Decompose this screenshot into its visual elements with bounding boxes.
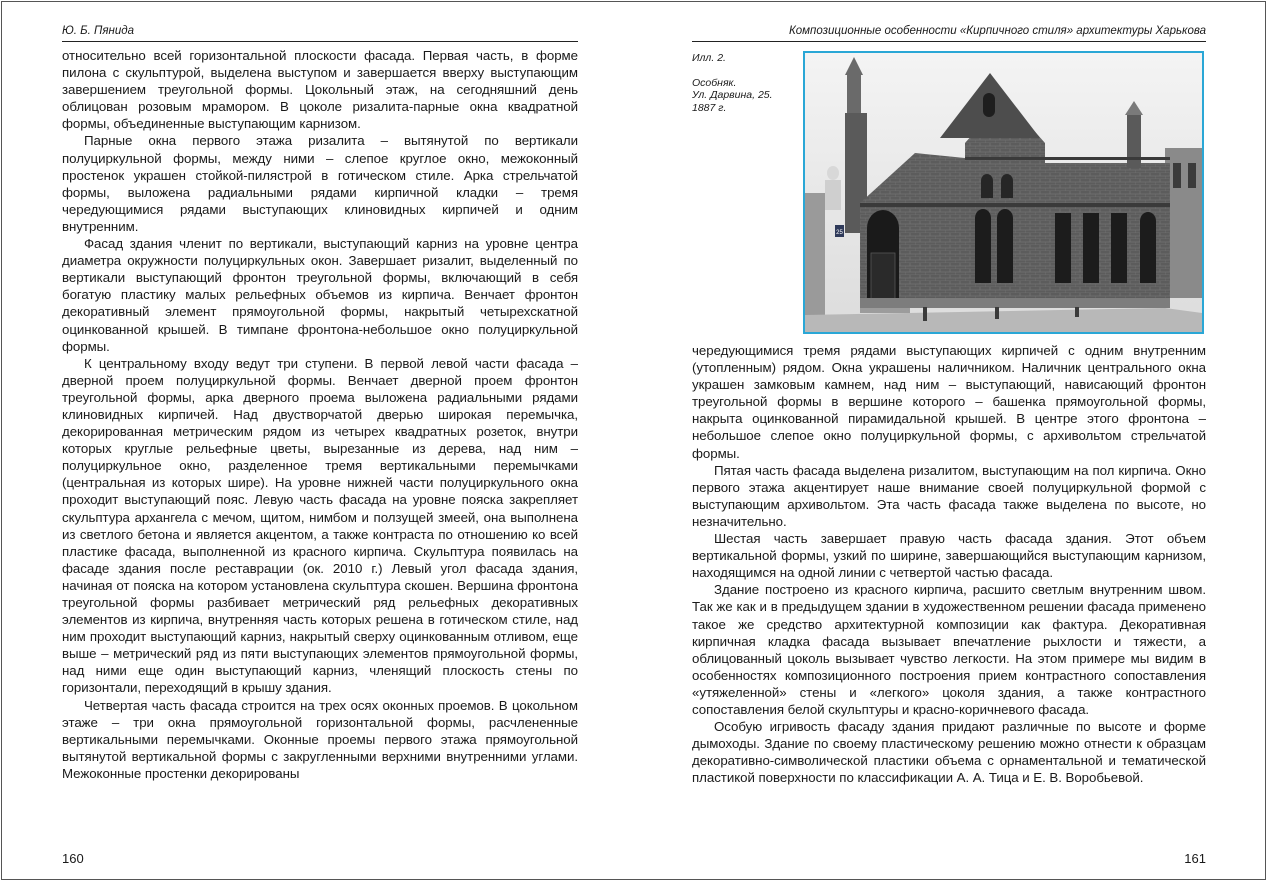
- paragraph: Фасад здания членит по вертикали, выступающий карниз на уровне центра диаметра окружности полуциркульных окон. Завершает ризалит, выделенный по вертикали выступающий фронтон треугольной формы, включающий в себя богатую пластику малых рельефных объемов из кирпича. Венчает фронтон декоративный элемент прямоугольной формы, накрытый четырехскатной оцинкованной крышей. В тимпане фронтона-небольшое окно полуциркульной формы.: [62, 236, 578, 354]
- paragraph: Парные окна первого этажа ризалита – вытянутой по вертикали полуциркульной формы, между ними – слепое круглое окно, межоконный простенок украшен стойкой-пилястрой в готическом стиле. Арка стрельчатой формы, выложена радиальными рядами кирпичной кладки – тремя чередующимися рядами выступающих клиновидных кирпичей и одним внутренним.: [62, 133, 578, 234]
- house-number-plaque: 25: [836, 230, 843, 236]
- paragraph: Шестая часть завершает правую часть фасада здания. Этот объем вертикальной формы, узкий по ширине, завершающийся выступающим карнизом, находящимся на одной линии с четвертой частью фасада.: [692, 531, 1206, 581]
- page-number: 160: [62, 851, 84, 866]
- paragraph: Пятая часть фасада выделена ризалитом, выступающим на пол кирпича. Окно первого этажа акцентирует наше внимание своей полуциркульной формой с выступающим архивольтом. Эта часть фасада также выделена по высоте, но незначительно.: [692, 462, 1206, 529]
- right-body-text: [692, 342, 1206, 786]
- paragraph: чередующимися тремя рядами выступающих кирпичей с одним внутренним (утопленным) рядом. Окна украшены наличником. Наличник центрального окна украшен замковым камнем, над ним – выступающий, нависающий фронтон треугольной формы в вершине которого – башенка прямоугольной формы, накрыта оцинкованной пирамидальной крышей. В центре этого фронтона – небольшое слепое окно полуциркульной формы, с архивольтом стрельчатой формы.: [692, 343, 1206, 461]
- caption-line: 1887 г.: [692, 101, 727, 114]
- page-number: 161: [1184, 851, 1206, 866]
- building-photo: [803, 51, 1204, 334]
- right-page: [692, 2, 1206, 879]
- paragraph: относительно всей горизонтальной плоскости фасада. Первая часть, в форме пилона с скульптурой, выделена выступом и завершается вверху выступающим завершением треугольной формы. Цокольный этаж, на сегодняшний день облицован розовым мрамором. В цоколе ризалита-парные окна квадратной формы, объединенные выступающим карнизом.: [62, 48, 578, 132]
- paragraph: Четвертая часть фасада строится на трех осях оконных проемов. В цокольном этаже – три окна прямоугольной горизонтальной формы, расчлененные вертикальными перемычками. Оконные проемы первого этажа прямоугольной вытянутой вертикальной формы с закругленными верхними внутренними углами. Межоконные простенки декорированы: [62, 697, 578, 781]
- left-body-text: [62, 47, 578, 782]
- running-head-title: Композиционные особенности «Кирпичного стиля» архитектуры Харькова: [692, 24, 1206, 42]
- paragraph: К центральному входу ведут три ступени. В первой левой части фасада – дверной проем полуциркульной формы. Венчает дверной проем фронтон треугольной формы, арка дверного проема выложена радиальными рядами клиновидных кирпичей. Над двустворчатой дверью широкая перемычка, декорированная метрическим рядом из четырех квадратных розеток, внутри которых круглые рельефные цветы, вырезанные из дерева, над ним – полуциркульное окно, разделенное тремя вертикальными перемычками (центральная из которых шире). На уровне нижней части полуциркульного окна проходит выступающий пояс. Левую часть фасада на уровне пояска закрепляет скульптура архангела с мечом, щитом, нимбом и ползущей змеей, она выполнена из светлого бетона и является акцентом, а также контраста по отношению ко всей пластике фасада, выполненной из красного кирпича. Скульптура появилась на фасаде здания после реставрации (ок. 2010 г.) Левый угол фасада здания, начиная от пояска на котором установлена скульптура скошен. Вершина фронтона треугольной формы разбивает метрический ряд рельефных декоративных элементов из кирпича, внутренняя часть которых решена в готическом стиле, над ним проходит выступающий карниз, накрытый сверху оцинкованным отливом, еще выше – метрический ряд из пяти выступающих элементов прямоугольной формы, над ними еще один выступающий карниз, членящий плоскость стены по горизонтали, переходящий в крышу здания.: [62, 355, 578, 696]
- book-spread: [1, 1, 1266, 880]
- caption-line: Ул. Дарвина, 25.: [692, 89, 773, 101]
- figure-label: Илл. 2.: [692, 52, 726, 64]
- caption-line: Особняк.: [692, 76, 737, 89]
- left-page: [62, 2, 578, 879]
- paragraph: Особую игривость фасаду здания придают различные по высоте и форме дымоходы. Здание по своему пластическому решению можно отнести к образцам декоративно-символической пластики объема с орнаментальной и тематической пластикой поверхности по классификации А. А. Тица и Е. В. Воробьевой.: [692, 719, 1206, 786]
- figure-caption: [692, 52, 792, 114]
- paragraph: Здание построено из красного кирпича, расшито светлым внутренним швом. Так же как и в предыдущем здании в художественном решении фасада применено такое же средство архитектурной композиции как фактура. Декоративная кирпичная кладка фасада вызывает впечатление рыхлости и тяжести, а облицованный цоколь вызывает чувство легкости. На этом примере мы видим в особенностях композиционного построения прием контрастного сопоставления «утяжеленной» стены и «легкого» цоколя здания, а также контрастного сопоставления белой скульптуры и красно-коричневого фасада.: [692, 582, 1206, 717]
- running-head-author: Ю. Б. Пянида: [62, 24, 578, 42]
